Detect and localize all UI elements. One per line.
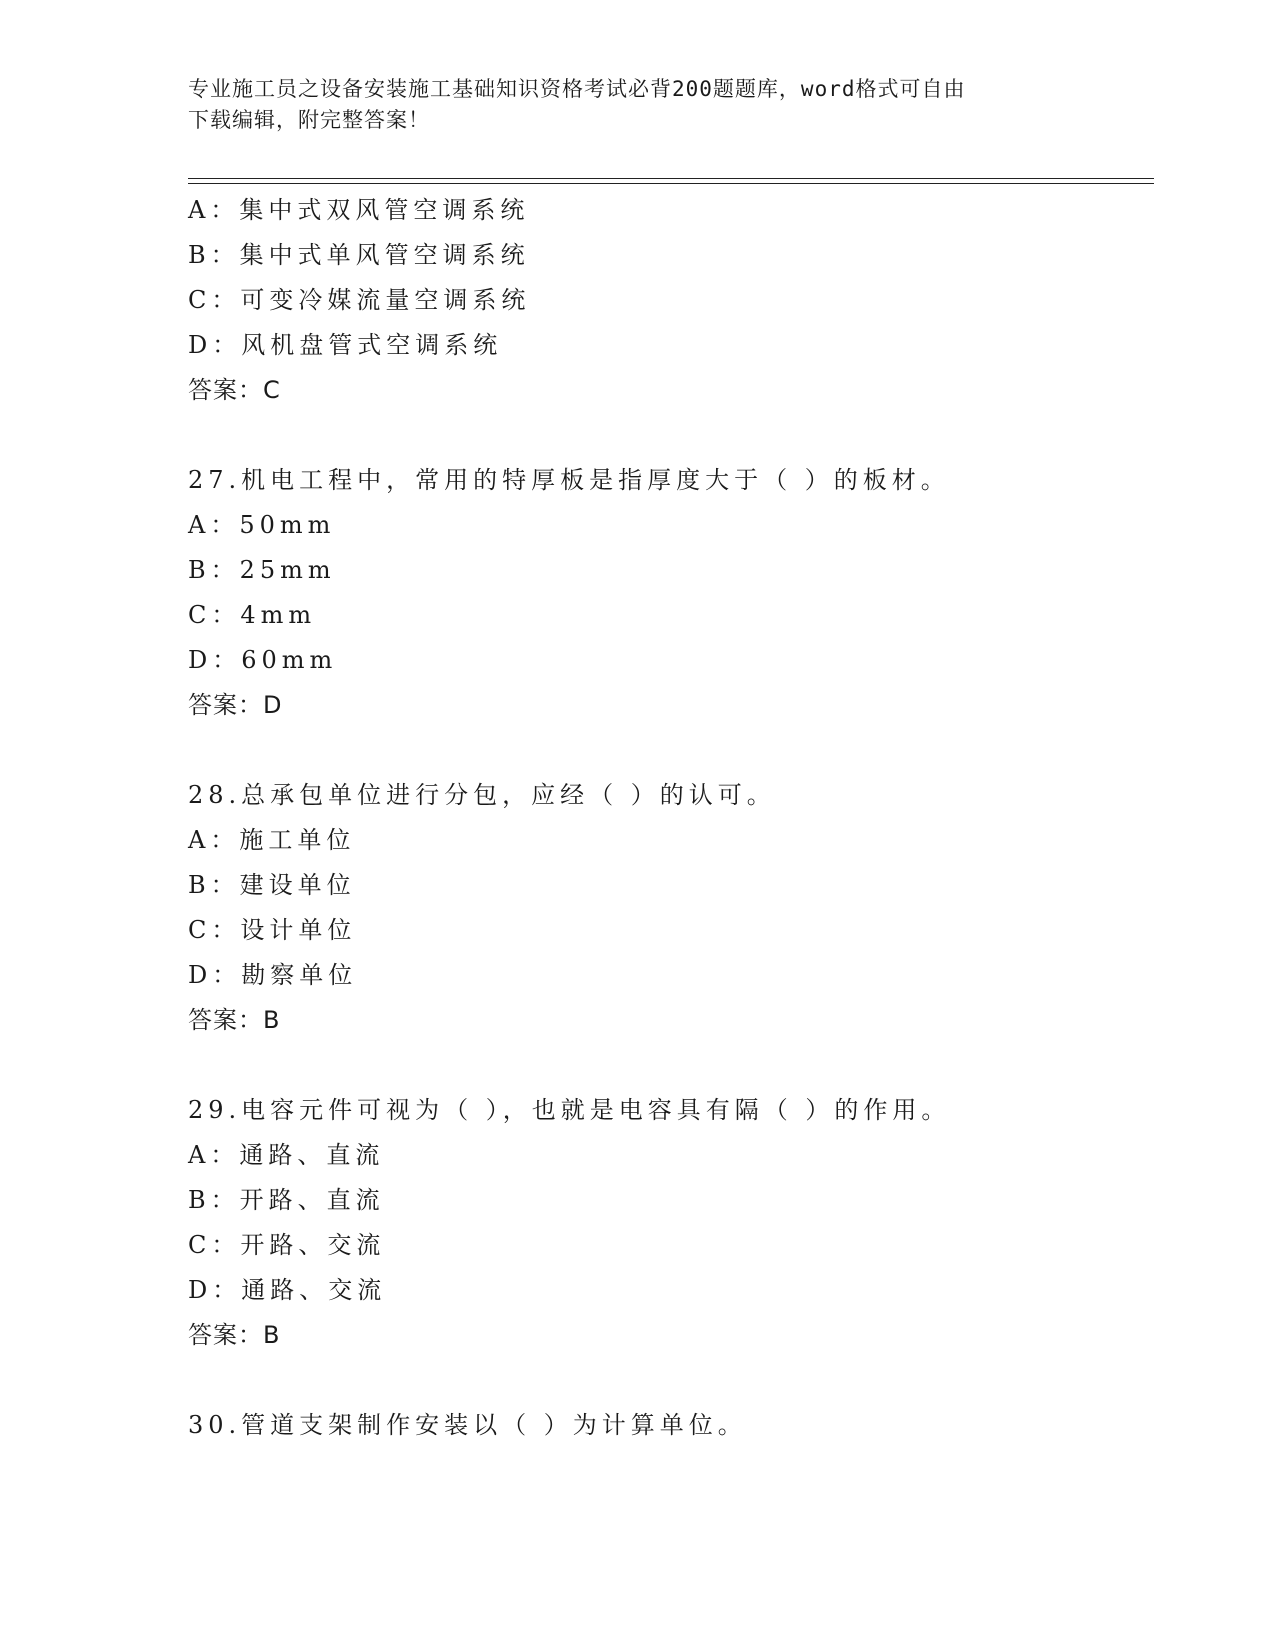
header-divider-top	[188, 178, 1154, 179]
q28-answer: 答案：B	[188, 1006, 281, 1034]
q29-question: 29.电容元件可视为（ ），也就是电容具有隔（ ）的作用。	[188, 1096, 951, 1124]
q26-option-b: B：集中式单风管空调系统	[188, 241, 530, 269]
q28-option-a: A：施工单位	[188, 826, 356, 854]
q29-option-a: A：通路、直流	[188, 1141, 385, 1169]
q27-option-c: C：4mm	[188, 601, 317, 629]
q26-option-d: D：风机盘管式空调系统	[188, 331, 503, 359]
q26-answer: 答案：C	[188, 376, 281, 404]
q29-option-c: C：开路、交流	[188, 1231, 386, 1259]
q29-option-b: B：开路、直流	[188, 1186, 385, 1214]
q30-question: 30.管道支架制作安装以（ ）为计算单位。	[188, 1411, 747, 1439]
q29-answer: 答案：B	[188, 1321, 281, 1349]
q28-question: 28.总承包单位进行分包，应经（ ）的认可。	[188, 781, 776, 809]
q27-option-d: D：60mm	[188, 646, 338, 674]
header-divider-bottom	[188, 183, 1154, 184]
q27-option-b: B：25mm	[188, 556, 336, 584]
q26-option-c: C：可变冷媒流量空调系统	[188, 286, 531, 314]
q29-option-d: D：通路、交流	[188, 1276, 387, 1304]
q28-option-c: C：设计单位	[188, 916, 357, 944]
document-header	[188, 74, 1068, 136]
q26-option-a: A：集中式双风管空调系统	[188, 196, 530, 224]
q27-answer: 答案：D	[188, 691, 283, 719]
q27-option-a: A：50mm	[188, 511, 336, 539]
q28-option-d: D：勘察单位	[188, 961, 358, 989]
header-title-line-1: 专业施工员之设备安装施工基础知识资格考试必背200题题库，word格式可自由	[188, 77, 966, 101]
q27-question: 27.机电工程中，常用的特厚板是指厚度大于（ ）的板材。	[188, 466, 950, 494]
q28-option-b: B：建设单位	[188, 871, 356, 899]
header-title-line-2: 下载编辑，附完整答案！	[188, 108, 430, 132]
